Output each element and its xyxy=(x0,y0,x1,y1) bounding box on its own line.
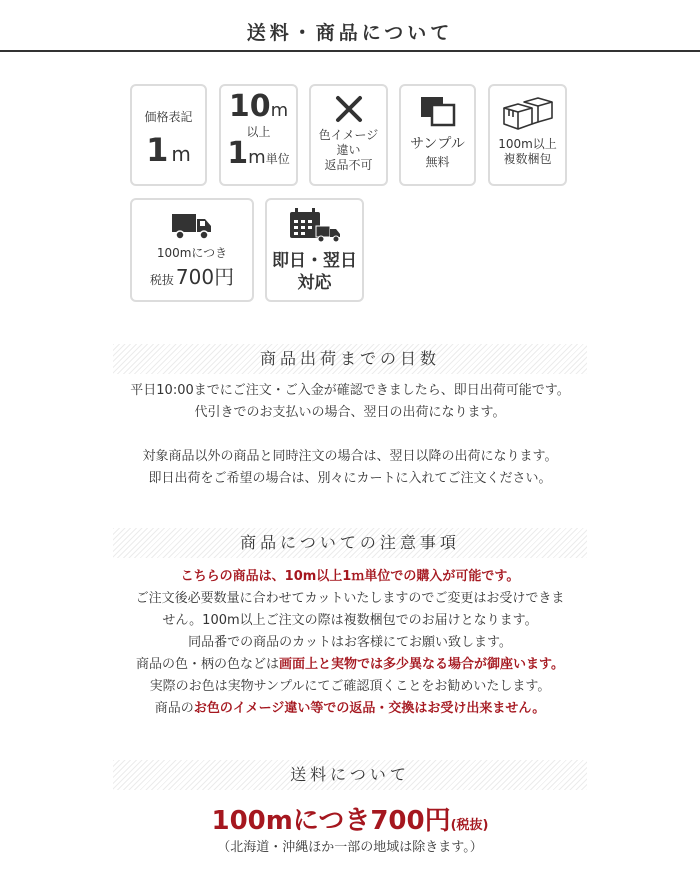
x-mark-icon xyxy=(334,94,364,124)
shipping-fee-badge xyxy=(130,198,254,302)
shipping-fee-price-line: 税抜 700円 xyxy=(149,265,235,289)
multi-pack-badge xyxy=(488,84,567,186)
price-unit-label: 価格表記 xyxy=(144,110,193,124)
min-order-bottom: 1m単位 xyxy=(227,136,290,171)
truck-icon xyxy=(170,210,214,242)
notes-line-7: 商品のお色のイメージ違い等での返品・交換はお受け出来ません。 xyxy=(154,701,546,716)
notes-line-4: 同品番での商品のカットはお客様にてお願い致します。 xyxy=(188,635,512,650)
no-return-line-2: 違い xyxy=(336,143,361,157)
sample-badge xyxy=(399,84,476,186)
calendar-truck-icon xyxy=(286,206,344,244)
no-return-line-3: 返品不可 xyxy=(324,158,373,172)
section-header-shipping-days xyxy=(113,344,587,374)
page-title: 送料・商品について xyxy=(246,22,454,44)
notes-line-5: 商品の色・柄の色などは画面上と実物では多少異なる場合が御座います。 xyxy=(136,657,564,672)
price-unit-value: 1 m xyxy=(146,131,191,169)
shipping-days-line-2: 代引きでのお支払いの場合、翌日の出荷になります。 xyxy=(194,405,506,420)
notes-line-6: 実際のお色は実物サンプルにてご確認頂くことをお勧めいたします。 xyxy=(149,679,551,694)
notes-text xyxy=(90,566,610,720)
shipping-fee-line-1: 100mにつき xyxy=(156,246,228,260)
section-title-shipping-fee: 送料について xyxy=(290,765,410,784)
min-order-top: 10m xyxy=(228,89,289,124)
shipping-days-text xyxy=(90,380,610,490)
shipping-fee-note: （北海道・沖縄ほか一部の地域は除きます。） xyxy=(217,840,483,855)
sample-line-1: サンプル xyxy=(410,136,465,152)
section-header-notes xyxy=(113,528,587,558)
min-order-label-1: 以上 xyxy=(246,125,271,139)
shipping-fee-price: 100mにつき700円(税抜) xyxy=(211,806,489,836)
no-return-badge xyxy=(309,84,388,186)
no-return-line-1: 色イメージ xyxy=(318,128,379,142)
title-divider xyxy=(0,50,700,52)
notes-line-1: こちらの商品は、10m以上1ｍ単位での購入が可能です。 xyxy=(180,569,520,584)
notes-line-3: せん。100m以上ご注文の際は複数梱包でのお届けとなります。 xyxy=(162,613,538,628)
shipping-days-line-4: 即日出荷をご希望の場合は、別々にカートに入れてご注文ください。 xyxy=(148,471,552,486)
min-order-badge xyxy=(219,84,298,186)
section-title-shipping-days: 商品出荷までの日数 xyxy=(259,349,440,368)
multi-pack-line-2: 複数梱包 xyxy=(503,152,552,166)
sample-squares-icon xyxy=(419,95,457,127)
same-day-badge xyxy=(265,198,364,302)
multi-pack-line-1: 100m以上 xyxy=(498,137,557,151)
sample-line-2: 無料 xyxy=(425,155,450,169)
shipping-days-line-3: 対象商品以外の商品と同時注文の場合は、翌日以降の出荷になります。 xyxy=(142,449,558,464)
same-day-line-2: 対応 xyxy=(297,273,332,293)
section-header-shipping-fee xyxy=(113,760,587,790)
same-day-line-1: 即日・翌日 xyxy=(272,251,357,271)
price-unit-badge xyxy=(130,84,207,186)
boxes-icon xyxy=(500,94,556,132)
notes-line-2: ご注文後必要数量に合わせてカットいたしますのでご変更はお受けできま xyxy=(135,591,565,606)
shipping-days-line-1: 平日10:00までにご注文・ご入金が確認できましたら、即日出荷可能です。 xyxy=(130,383,570,398)
section-title-notes: 商品についての注意事項 xyxy=(240,533,460,552)
